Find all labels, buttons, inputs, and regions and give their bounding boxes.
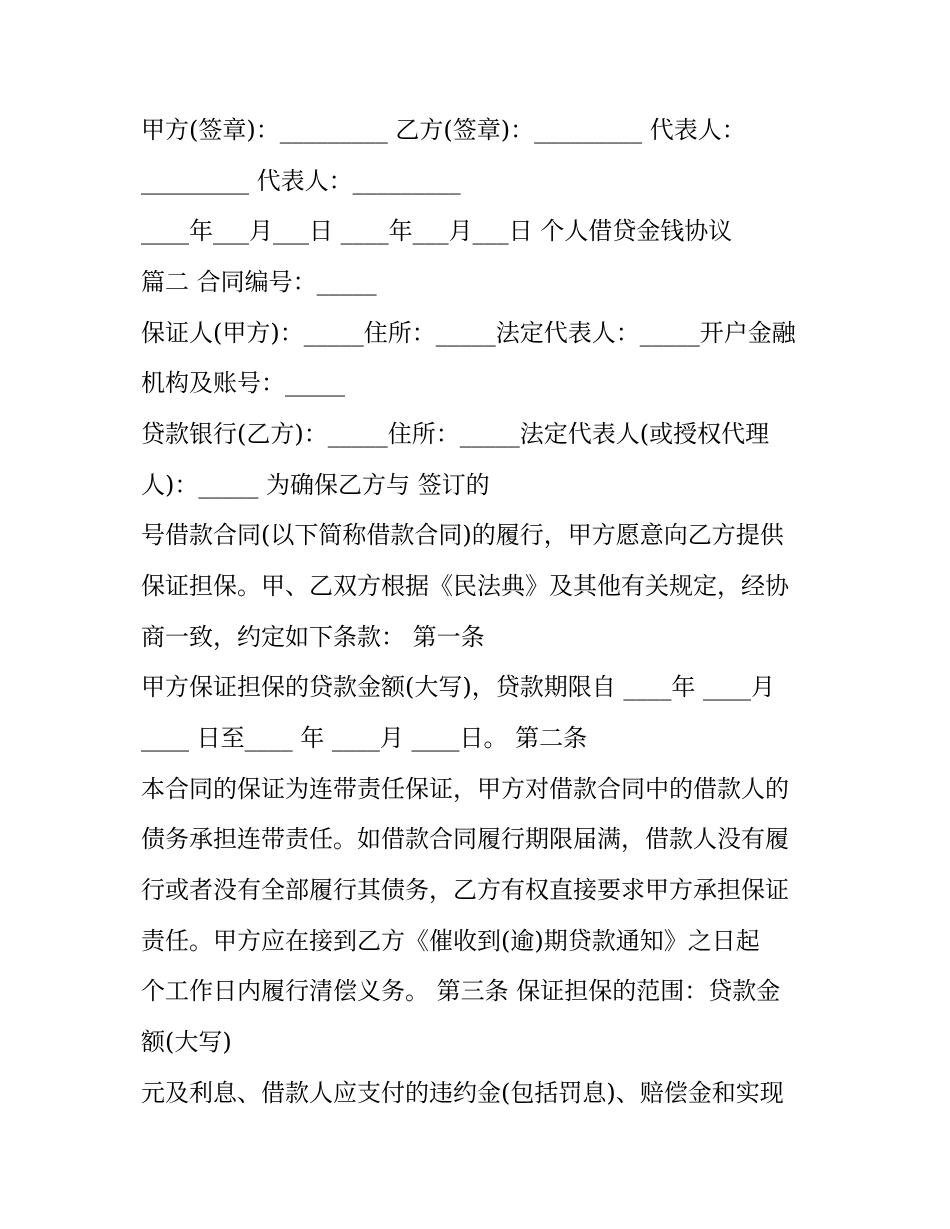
text-line: 商一致，约定如下条款： 第一条 xyxy=(141,623,485,651)
text-line: 机构及账号：_____ xyxy=(141,369,345,397)
text-line: 篇二 合同编号：_____ xyxy=(141,268,377,296)
text-line: 甲方保证担保的贷款金额(大写)，贷款期限自 ____年 ____月 xyxy=(141,673,775,701)
text-line: 本合同的保证为连带责任保证，甲方对借款合同中的借款人的 xyxy=(141,775,789,803)
text-line: 额(大写) xyxy=(141,1028,232,1056)
text-line: 保证担保。甲、乙双方根据《民法典》及其他有关规定，经协 xyxy=(141,572,789,600)
text-line: 个工作日内履行清偿义务。 第三条 保证担保的范围：贷款金 xyxy=(141,977,781,1005)
text-line: 号借款合同(以下简称借款合同)的履行，甲方愿意向乙方提供 xyxy=(141,521,784,549)
text-line: 甲方(签章)：_________ 乙方(签章)：_________ 代表人： xyxy=(141,116,746,144)
text-line: ____年___月___日 ____年___月___日 个人借贷金钱协议 xyxy=(141,217,733,245)
text-line: 人)：_____ 为确保乙方与 签订的 xyxy=(141,471,490,499)
text-line: 责任。甲方应在接到乙方《催收到(逾)期贷款通知》之日起 xyxy=(141,927,760,955)
text-line: 贷款银行(乙方)：_____住所：_____法定代表人(或授权代理 xyxy=(141,420,770,448)
text-line: 债务承担连带责任。如借款合同履行期限届满，借款人没有履 xyxy=(141,825,789,853)
text-line: ____ 日至____ 年 ____月 ____日。 第二条 xyxy=(141,724,588,752)
text-line: _________ 代表人：_________ xyxy=(141,167,461,195)
text-line: 保证人(甲方)：_____住所：_____法定代表人：_____开户金融 xyxy=(141,319,796,347)
text-line: 行或者没有全部履行其债务，乙方有权直接要求甲方承担保证 xyxy=(141,876,789,904)
text-line: 元及利息、借款人应支付的违约金(包括罚息)、赔偿金和实现 xyxy=(141,1079,784,1107)
